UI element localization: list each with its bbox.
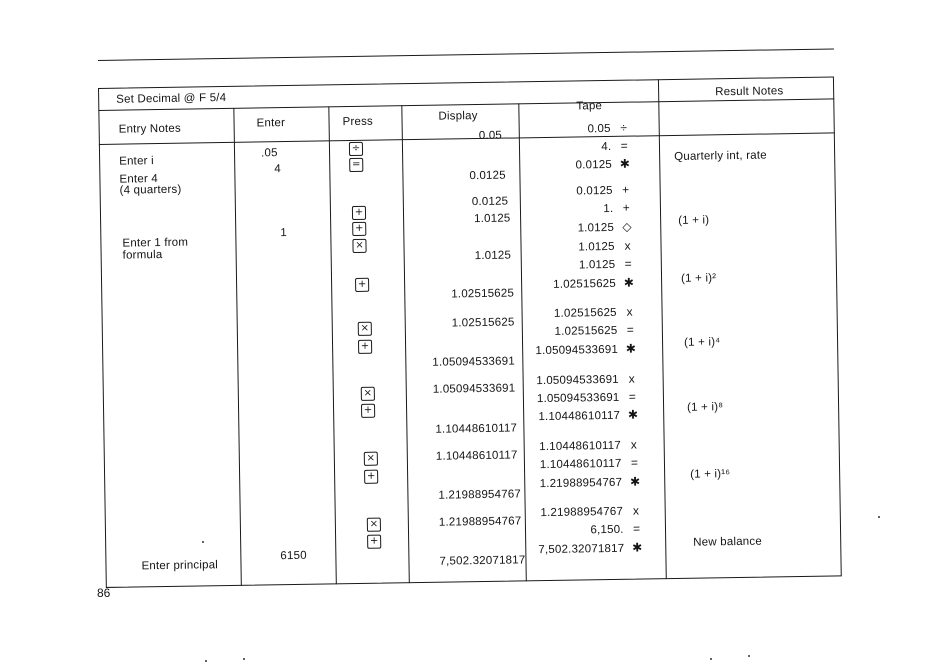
tape-value: 1.10448610117: [539, 457, 622, 472]
header-entry-notes: Entry Notes: [118, 122, 182, 136]
result-note: (1 + i): [678, 214, 710, 227]
speck: [243, 658, 245, 660]
tape-value: 0.05: [587, 122, 611, 136]
result-note: Quarterly int, rate: [674, 149, 767, 163]
plus-equals-key-icon: +: [358, 340, 372, 354]
calculation-table: [98, 76, 842, 587]
tape-value: 4.: [601, 140, 612, 154]
tape-row: [496, 276, 636, 292]
tape-row: [495, 239, 635, 255]
tape-row: [501, 438, 641, 454]
tape-value: 1.02515625: [553, 277, 617, 291]
enter-value: .05: [260, 147, 278, 160]
tape-operator-icon: x: [630, 437, 638, 452]
enter-value: 1: [280, 227, 288, 240]
equals-key-icon: =: [349, 158, 363, 172]
tape-operator-icon: ✱: [623, 275, 635, 290]
result-note: (1 + i)¹⁶: [690, 468, 731, 481]
tape-row: [495, 257, 635, 273]
tape-operator-icon: =: [632, 521, 641, 536]
tape-row: [497, 323, 637, 339]
display-value: 1.21988954767: [438, 488, 522, 502]
tape-operator-icon: +: [621, 182, 630, 197]
speck: [202, 541, 204, 543]
tape-value: 1.02515625: [553, 306, 617, 320]
tape-row: [503, 503, 643, 519]
display-value: 1.0125: [474, 249, 512, 263]
speck: [205, 660, 207, 662]
header-tape: Tape: [576, 100, 603, 113]
tape-value: 1.21988954767: [540, 505, 624, 520]
tape-value: 1.0125: [577, 221, 615, 235]
display-value: 1.10448610117: [435, 422, 518, 436]
tape-operator-icon: =: [624, 256, 632, 271]
header-enter: Enter: [256, 117, 286, 130]
tape-operator-icon: ✱: [629, 474, 641, 489]
header-press: Press: [342, 115, 374, 129]
plus-equals-key-icon: +: [355, 278, 369, 292]
plus-equals-key-icon: +: [364, 470, 378, 484]
tape-row: [499, 390, 639, 406]
divide-key-icon: ÷: [349, 142, 363, 156]
tape-operator-icon: =: [630, 455, 639, 470]
entry-note: Enter principal: [141, 559, 219, 573]
plus-equals-key-icon: +: [352, 222, 366, 236]
enter-value: 6150: [280, 549, 307, 563]
tape-operator-icon: ✱: [632, 540, 643, 555]
tape-operator-icon: =: [628, 389, 637, 404]
tape-value: 7,502.32071817: [538, 542, 625, 557]
tape-value: 1.21988954767: [539, 476, 623, 491]
tape-row: [502, 475, 642, 491]
tape-row: [491, 139, 631, 155]
tape-row: [498, 342, 638, 358]
tape-value: 0.0125: [575, 158, 613, 172]
display-value: 0.05: [478, 129, 503, 143]
tape-operator-icon: ✱: [627, 407, 639, 422]
display-value: 1.10448610117: [435, 449, 518, 463]
tape-row: [504, 521, 644, 537]
speck: [710, 658, 712, 660]
entry-note: Enter 1 from: [122, 236, 189, 250]
tape-value: 1.10448610117: [538, 409, 621, 424]
tape-operator-icon: =: [626, 322, 635, 337]
top-rule: [98, 48, 834, 61]
tape-value: 6,150.: [590, 523, 624, 537]
tape-operator-icon: x: [624, 238, 631, 253]
setup-note: Set Decimal @ F 5/4: [116, 91, 227, 106]
display-value: 0.0125: [471, 195, 509, 209]
display-value: 1.05094533691: [432, 355, 515, 369]
tape-value: 1.05094533691: [536, 373, 619, 388]
tape-operator-icon: x: [626, 304, 633, 319]
page-number: 86: [97, 586, 111, 600]
tape-row: [493, 201, 633, 217]
multiply-key-icon: ×: [364, 452, 378, 466]
display-value: 1.02515625: [451, 316, 515, 330]
tape-row: [494, 220, 634, 236]
display-value: 1.02515625: [451, 287, 515, 301]
result-note: New balance: [693, 535, 762, 549]
multiply-key-icon: ×: [367, 518, 381, 532]
tape-row: [504, 540, 644, 556]
result-note: (1 + i)²: [680, 272, 717, 285]
tape-value: 1.05094533691: [535, 343, 619, 358]
entry-note: formula: [122, 249, 163, 262]
enter-value: 4: [274, 163, 282, 176]
tape-row: [497, 305, 637, 321]
entry-note: Enter i: [119, 155, 154, 168]
tape-row: [493, 183, 633, 199]
tape-operator-icon: x: [628, 371, 636, 386]
tape-value: 0.0125: [576, 184, 613, 198]
tape-operator-icon: ✱: [619, 156, 631, 171]
plus-equals-key-icon: +: [352, 206, 366, 220]
header-display: Display: [438, 110, 478, 123]
display-value: 0.0125: [469, 169, 506, 183]
tape-value: 1.05094533691: [536, 391, 620, 406]
entry-note: (4 quarters): [119, 183, 182, 197]
multiply-key-icon: ×: [361, 387, 375, 401]
tape-value: 1.0125: [578, 240, 615, 254]
tape-operator-icon: ÷: [620, 120, 628, 135]
tape-row: [500, 408, 640, 424]
display-value: 7,502.32071817: [439, 554, 526, 568]
tape-value: 1.: [603, 202, 614, 216]
tape-row: [499, 372, 639, 388]
tape-row: [501, 456, 641, 472]
display-value: 1.0125: [474, 212, 511, 226]
speck: [878, 516, 880, 518]
speck: [748, 655, 750, 657]
display-value: 1.21988954767: [438, 515, 522, 529]
result-note: (1 + i)⁴: [683, 336, 721, 349]
entry-note: Enter 4: [119, 173, 159, 186]
plus-equals-key-icon: +: [361, 404, 375, 418]
tape-operator-icon: +: [622, 200, 631, 215]
tape-operator-icon: =: [620, 138, 629, 153]
multiply-key-icon: ×: [358, 322, 372, 336]
result-note: (1 + i)⁸: [687, 401, 724, 414]
tape-operator-icon: ✱: [625, 341, 637, 356]
tape-value: 1.10448610117: [539, 439, 622, 454]
tape-row: [491, 121, 631, 137]
tape-row: [492, 157, 632, 173]
tape-value: 1.0125: [578, 258, 616, 272]
tape-operator-icon: ◇: [622, 219, 632, 234]
multiply-key-icon: ×: [352, 239, 366, 253]
display-value: 1.05094533691: [432, 382, 516, 396]
plus-equals-key-icon: +: [367, 535, 381, 549]
header-result-notes: Result Notes: [715, 85, 784, 99]
tape-value: 1.02515625: [554, 324, 618, 338]
tape-operator-icon: x: [632, 503, 640, 518]
